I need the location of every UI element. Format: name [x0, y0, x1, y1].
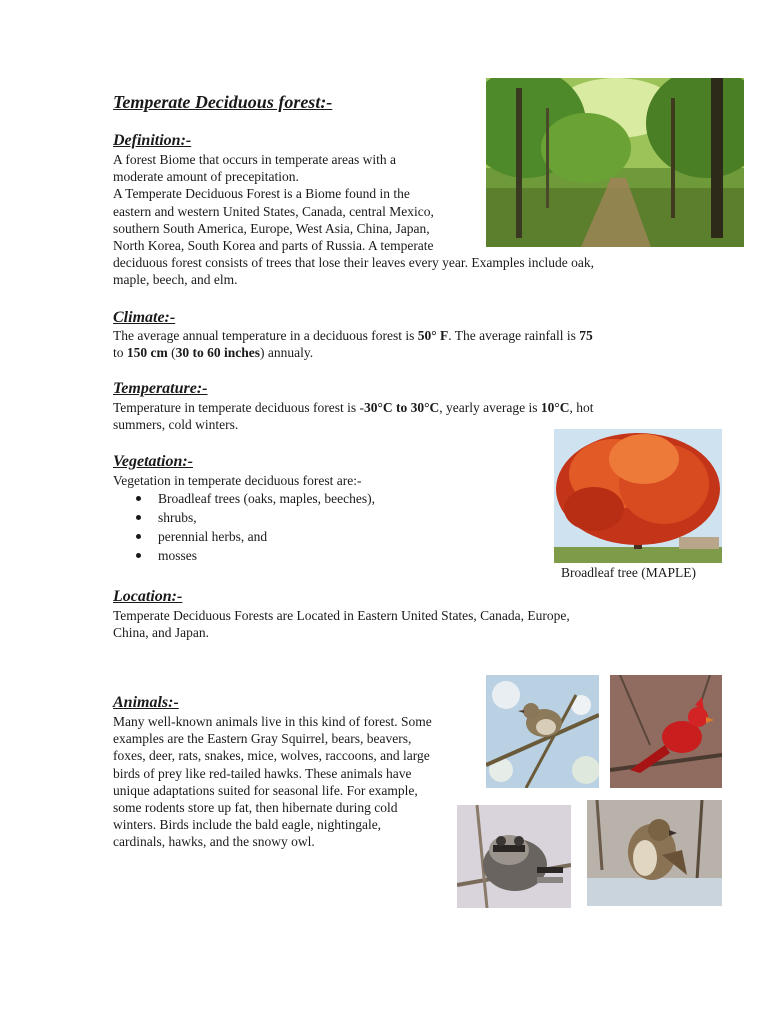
hawk-photo [587, 800, 722, 906]
text-line: eastern and western United States, Canada, central Mexico, [113, 203, 434, 219]
text-line: North Korea, South Korea and parts of Russia. A temperate [113, 238, 434, 254]
maple-tree-photo [554, 429, 722, 563]
definition-heading: Definition:- [113, 132, 192, 149]
text-span: , hot [569, 400, 594, 415]
page-title: Temperate Deciduous forest:- [113, 92, 333, 112]
location-paragraph [113, 607, 673, 641]
text-line: unique adaptations suited for seasonal life. For example, [113, 782, 418, 798]
text-line: maple, beech, and elm. [113, 272, 238, 288]
definition-paragraph [113, 151, 673, 289]
text-line: A forest Biome that occurs in temperate areas with a [113, 152, 397, 167]
rainfall-inches-value: 30 to 60 inches [175, 345, 261, 361]
list-item: mosses [113, 546, 533, 565]
text-span: Temperature in temperate deciduous forest is - [113, 400, 364, 415]
vegetation-intro: Vegetation in temperate deciduous forest are:- [113, 473, 362, 488]
text-span: , yearly average is [439, 400, 541, 415]
text-line [113, 327, 673, 344]
rainfall-max-value: 150 cm [126, 345, 168, 361]
temperature-range-value: 30°C to 30°C [363, 400, 440, 415]
climate-heading: Climate:- [113, 309, 176, 326]
text-span: . The average rainfall is [448, 328, 580, 343]
nightingale-photo [486, 675, 599, 788]
text-line: southern South America, Europe, West Asia, China, Japan, [113, 220, 430, 236]
text-line: examples are the Eastern Gray Squirrel, bears, beavers, [113, 731, 412, 747]
text-span: ) annualy. [260, 345, 314, 361]
maple-photo-caption: Broadleaf tree (MAPLE) [561, 565, 696, 580]
text-line: China, and Japan. [113, 625, 209, 641]
text-span: The average annual temperature in a deciduous forest is [113, 328, 418, 343]
animals-heading: Animals:- [113, 694, 179, 711]
text-span: to [113, 345, 127, 361]
text-line: Temperate Deciduous Forests are Located in Eastern United States, Canada, Europe, [113, 608, 570, 623]
list-item: shrubs, [113, 508, 533, 527]
climate-paragraph [113, 327, 673, 361]
temperature-average-value: 10°C [540, 400, 570, 415]
list-item: Broadleaf trees (oaks, maples, beeches), [113, 489, 533, 508]
temperature-heading: Temperature:- [113, 380, 208, 397]
text-span: ( [167, 345, 176, 361]
text-line: moderate amount of precepitation. [113, 169, 299, 185]
raccoon-photo [457, 805, 571, 908]
list-item: perennial herbs, and [113, 527, 533, 546]
text-line: some rodents store up fat, then hibernate during cold [113, 800, 398, 816]
rainfall-min-value: 75 [579, 328, 593, 343]
text-line: cardinals, hawks, and the snowy owl. [113, 834, 315, 850]
text-line: winters. Birds include the bald eagle, nightingale, [113, 817, 382, 833]
vegetation-heading: Vegetation:- [113, 453, 193, 470]
location-heading: Location:- [113, 588, 183, 605]
text-line: A Temperate Deciduous Forest is a Biome found in the [113, 186, 410, 202]
text-line: birds of prey like red-tailed hawks. These animals have [113, 765, 412, 781]
temperature-value: 50° F [417, 328, 449, 343]
cardinal-photo [610, 675, 722, 788]
text-line [113, 399, 673, 416]
text-line: Many well-known animals live in this kind of forest. Some [113, 714, 432, 729]
text-line: foxes, deer, rats, snakes, mice, wolves, raccoons, and large [113, 748, 430, 764]
text-line: summers, cold winters. [113, 417, 239, 433]
text-line: deciduous forest consists of trees that lose their leaves every year. Examples include oak, [113, 255, 594, 271]
text-line [113, 344, 673, 361]
animals-paragraph [113, 713, 473, 851]
vegetation-list [113, 489, 533, 565]
